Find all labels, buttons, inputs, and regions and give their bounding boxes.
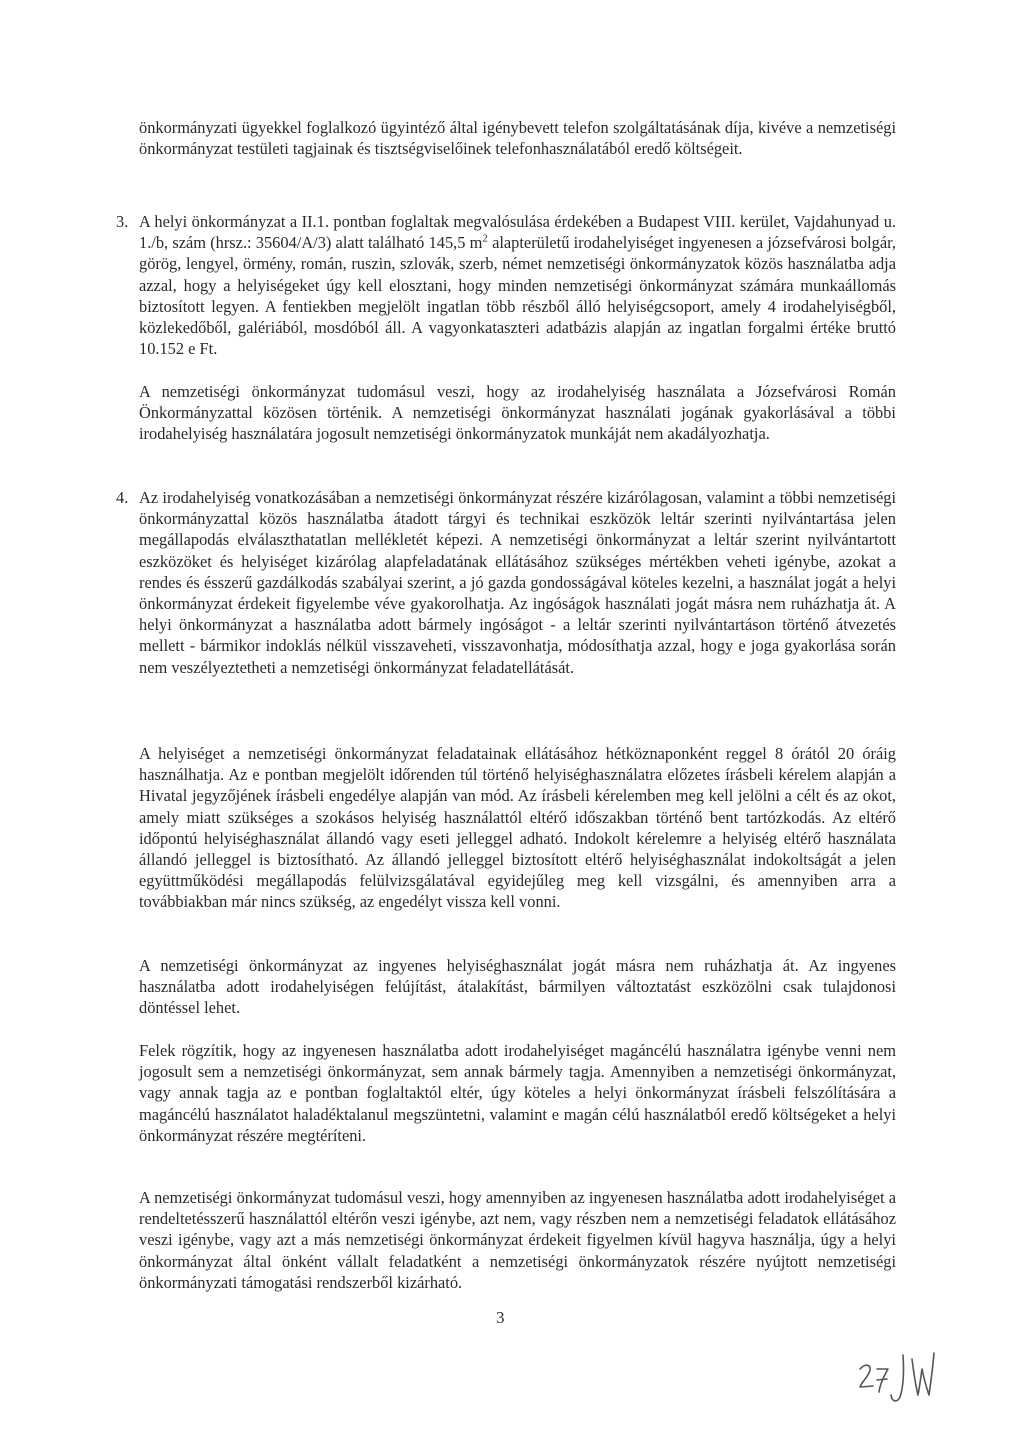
item-3-text-end: alapterületű irodahelyiséget ingyenesen a józsefvárosi bolgár, görög, lengyel, örmény, román, ruszin, szlovák, szerb, német nemzetiségi önkormányzatok közös használatba adja azzal, hogy a helyiségeket úgy kell elosztani, hogy minden nemzetiségi önkormányzat számára munkaállomás biztosított legyen. A fentiekben megjelölt ingatlan több részből álló helyiségcsoport, amely 4 irodahelyiségből, közlekedőből, galériából, mosdóból áll. A vagyonkataszteri adatbázis alapján az ingatlan forgalmi értéke bruttó 10.152 e Ft. bbox=[139, 233, 897, 359]
page-number: 3 bbox=[496, 1308, 505, 1327]
intro-paragraph: önkormányzati ügyekkel foglalkozó ügyintéző által igénybevett telefon szolgáltatásának díja, kivéve a nemzetiségi önkormányzat testületi tagjainak és tisztségviselőinek telefonhasználatából eredő költségeit. bbox=[139, 118, 896, 159]
item-4-paragraph-5: A nemzetiségi önkormányzat tudomásul veszi, hogy amennyiben az ingyenesen használatba adott irodahelyiséget a rendeltetésszerű használattól eltérőn veszi igénybe, azt nem, vagy részben nem a nemzetiségi feladatok ellátásához veszi igénybe, vagy azt a más nemzetiségi önkormányzat érdekeit figyelmen kívül hagyva használja, úgy a helyi önkormányzat által önként vállalt feladatként a nemzetiségi önkormányzatok részére nyújtott nemzetiségi önkormányzati támogatási rendszerből kizárható. bbox=[139, 1188, 896, 1292]
item-3-number: 3. bbox=[116, 212, 129, 231]
item-4-paragraph-1: Az irodahelyiség vonatkozásában a nemzetiségi önkormányzat részére kizárólagosan, valamint a többi nemzetiségi önkormányzattal közös használatba átadott tárgyi és technikai eszközök leltár szerinti nyilvántartása jelen megállapodás elválaszthatatlan mellékletét képezi. A nemzetiségi önkormányzat a leltár szerint nyilvántartott eszközöket és helyiséget kizárólag alapfeladatának ellátásához szükséges mértékben veheti igénybe, azokat a rendes és ésszerű gazdálkodás szabályai szerint, a jó gazda gondosságával köteles kezelni, a használat jogát a helyi önkormányzat érdekeit figyelembe véve gyakorolhatja. Az ingóságok használati jogát másra nem ruházhatja át. A helyi önkormányzat a használatba adott bármely ingóságot - a leltár szerinti nyilvántartáson történő átvezetés mellett - bármikor indoklás nélkül visszaveheti, visszavonhatja, módosíthatja azzal, hogy e joga gyakorlása során nem veszélyeztetheti a nemzetiségi önkormányzat feladatellátását. bbox=[139, 488, 896, 677]
handwritten-initials-signature bbox=[857, 1345, 937, 1415]
item-4-number: 4. bbox=[116, 488, 129, 507]
item-3-text-start: A helyi önkormányzat a II.1. pontban foglaltak megvalósulása érdekében a Budapest VIII. kerület, Vajdahunyad u. 1./b, szám (hrsz.: 35604/A/3) alatt található 145,5 m bbox=[139, 212, 896, 253]
item-3-paragraph-2: A nemzetiségi önkormányzat tudomásul veszi, hogy az irodahelyiség használata a Józsefvárosi Román Önkormányzattal közösen történik. A nemzetiségi önkormányzat használati jogának gyakorlásával a többi irodahelyiség használatára jogosult nemzetiségi önkormányzatok munkáját nem akadályozhatja. bbox=[139, 382, 896, 444]
item-3-superscript: 2 bbox=[482, 232, 488, 245]
item-4-paragraph-3: A nemzetiségi önkormányzat az ingyenes helyiséghasználat jogát másra nem ruházhatja át. Az ingyenes használatba adott irodahelyiségen felújítást, átalakítást, bármilyen változtatást eszközölni csak tulajdonosi döntéssel lehet. bbox=[139, 956, 896, 1018]
item-4-paragraph-2: A helyiséget a nemzetiségi önkormányzat feladatainak ellátásához hétköznaponként reggel 8 órától 20 óráig használhatja. Az e pontban megjelölt időrenden túl történő helyiséghasználatra előzetes írásbeli kérelem alapján a Hivatal jegyzőjének írásbeli engedélye alapján van mód. Az írásbeli kérelemben meg kell jelölni a célt és az okot, amely miatt szükséges a szokásos helyiség használattól eltérő időszakban történő bent tartózkodás. Az eltérő időpontú helyiséghasználat állandó vagy eseti jelleggel adható. Indokolt kérelemre a helyiség eltérő használata állandó jelleggel is biztosítható. Az állandó jelleggel biztosított eltérő helyiséghasználat indokoltságát a jelen együttműködési megállapodás felülvizsgálatával egyidejűleg meg kell vizsgálni, és amennyiben arra a továbbiakban már nincs szükség, az engedélyt vissza kell vonni. bbox=[139, 744, 896, 912]
item-4-paragraph-4: Felek rögzítik, hogy az ingyenesen használatba adott irodahelyiséget magáncélú használatra igénybe venni nem jogosult sem a nemzetiségi önkormányzat, sem annak bármely tagja. Amennyiben a nemzetiségi önkormányzat, vagy annak tagja az e pontban foglaltaktól eltér, úgy köteles a helyi önkormányzat írásbeli felszólítására a magáncélú használatot haladéktalanul megszüntetni, valamint e magán célú használatból eredő költségeket a helyi önkormányzat részére megtéríteni. bbox=[139, 1041, 896, 1145]
item-3-paragraph bbox=[139, 211, 896, 359]
